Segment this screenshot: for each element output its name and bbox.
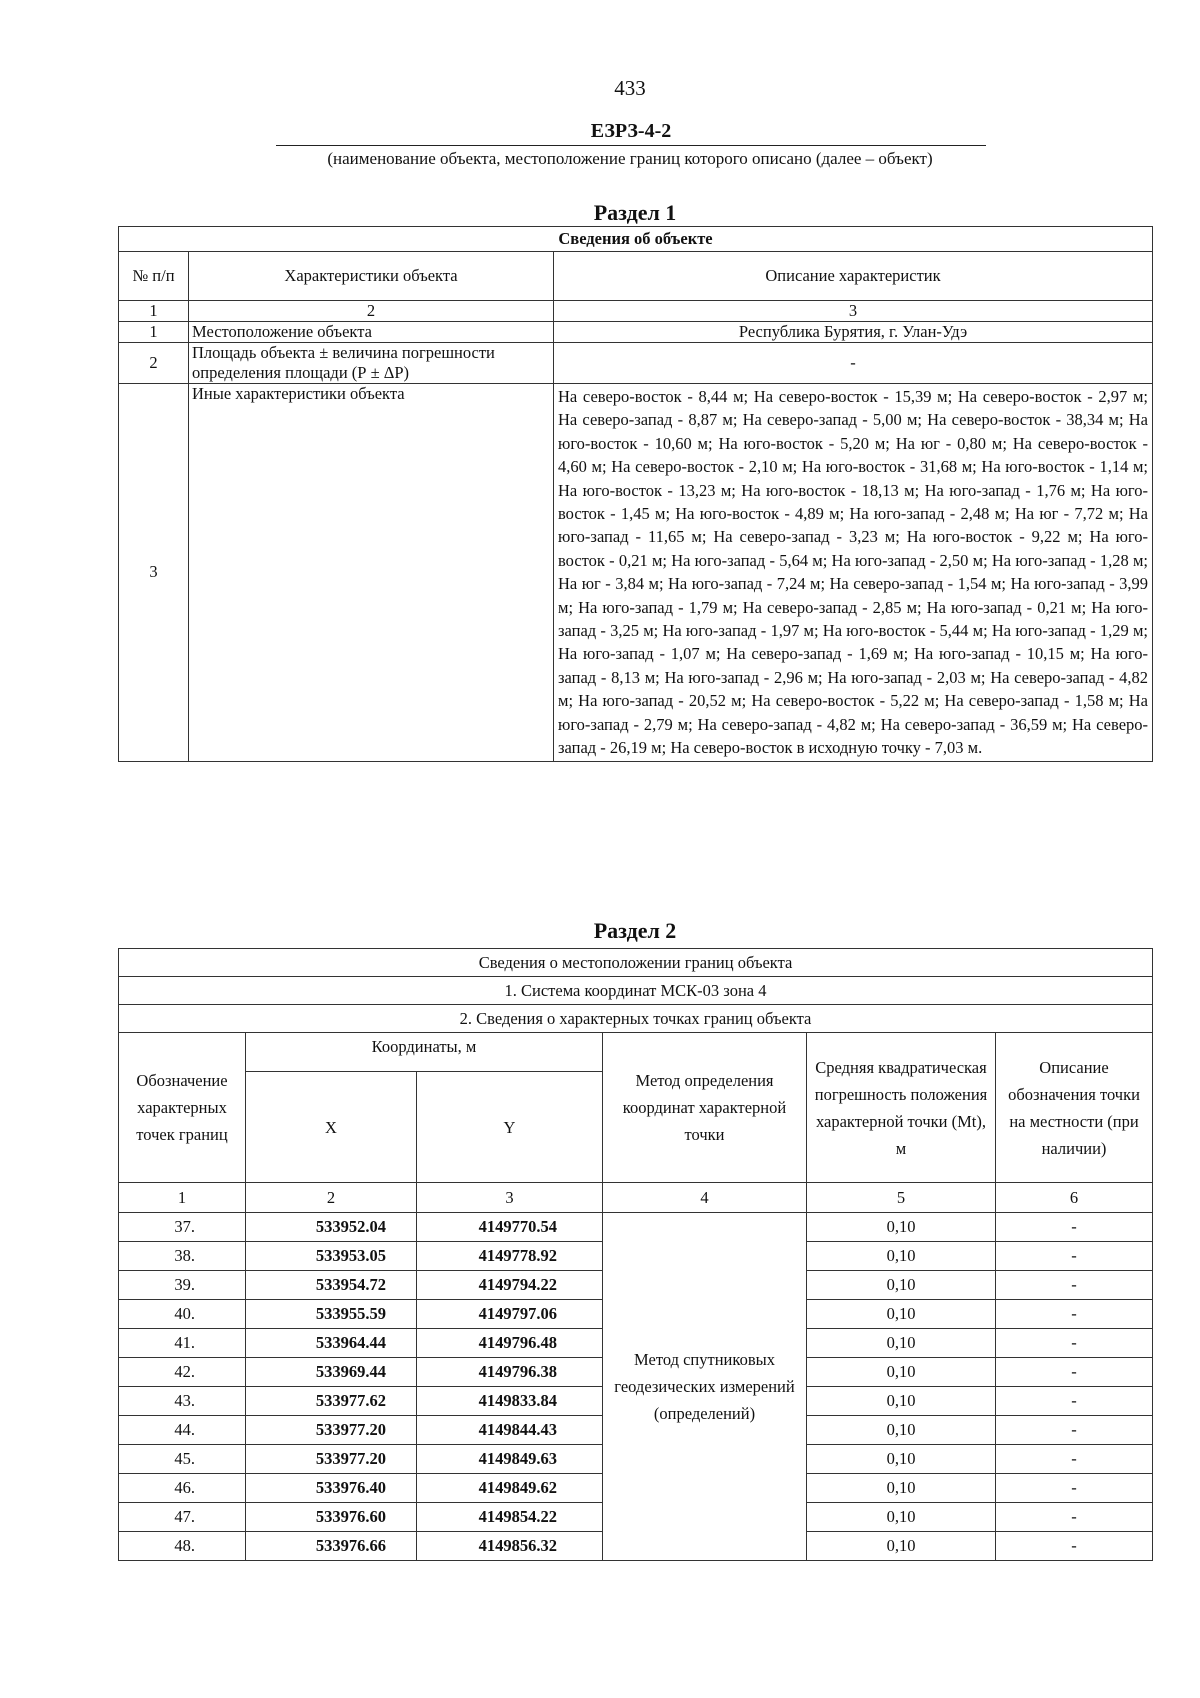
point-x: 533952.04 (246, 1213, 417, 1242)
point-x: 533964.44 (246, 1329, 417, 1358)
points-title: 2. Сведения о характерных точках границ объекта (119, 1005, 1153, 1033)
row-description: Республика Бурятия, г. Улан-Удэ (554, 322, 1153, 343)
point-x: 533977.20 (246, 1416, 417, 1445)
point-x: 533976.40 (246, 1474, 417, 1503)
point-mt: 0,10 (807, 1474, 996, 1503)
point-y: 4149856.32 (417, 1532, 603, 1561)
index-cell: 3 (554, 301, 1153, 322)
point-x: 533977.20 (246, 1445, 417, 1474)
point-desc: - (996, 1503, 1153, 1532)
point-y: 4149796.48 (417, 1329, 603, 1358)
object-name-underline (276, 145, 986, 146)
point-desc: - (996, 1387, 1153, 1416)
point-desc: - (996, 1474, 1153, 1503)
section1-title: Раздел 1 (593, 200, 677, 225)
point-id: 43. (119, 1387, 246, 1416)
point-mt: 0,10 (807, 1242, 996, 1271)
point-desc: - (996, 1329, 1153, 1358)
row-num: 1 (119, 322, 189, 343)
point-y: 4149770.54 (417, 1213, 603, 1242)
row-num: 2 (119, 343, 189, 384)
header-description: Описание характеристик (554, 252, 1153, 301)
point-mt: 0,10 (807, 1300, 996, 1329)
point-x: 533976.66 (246, 1532, 417, 1561)
point-x: 533977.62 (246, 1387, 417, 1416)
point-y: 4149794.22 (417, 1271, 603, 1300)
index-cell: 2 (189, 301, 554, 322)
point-mt: 0,10 (807, 1445, 996, 1474)
point-mt: 0,10 (807, 1387, 996, 1416)
row-characteristic: Площадь объекта ± величина погрешности определения площади (Р ± ΔР) (189, 343, 554, 384)
point-desc: - (996, 1445, 1153, 1474)
point-x: 533976.60 (246, 1503, 417, 1532)
point-y: 4149854.22 (417, 1503, 603, 1532)
index-cell: 3 (417, 1183, 603, 1213)
point-desc: - (996, 1416, 1153, 1445)
section2-title: Раздел 2 (593, 918, 677, 943)
point-desc: - (996, 1242, 1153, 1271)
page-number: 433 (614, 76, 646, 100)
point-mt: 0,10 (807, 1271, 996, 1300)
table-row (119, 1213, 1153, 1242)
boundary-points-table (118, 948, 1153, 1561)
point-x: 533954.72 (246, 1271, 417, 1300)
header-x: X (246, 1072, 417, 1183)
row-description: На северо-восток - 8,44 м; На северо-восток - 15,39 м; На северо-восток - 2,97 м; На северо-запад - 8,87 м; На северо-запад - 5,00 м; На северо-восток - 38,34 м; На юго-восток - 10,60 м; На юго-восток - 5,20 м; На юг - 0,80 м; На северо-восток - 4,60 м; На северо-восток - 2,10 м; На юго-восток - 31,68 м; На юго-восток - 1,14 м; На юго-восток - 13,23 м; На юго-восток - 18,13 м; На юго-запад - 1,76 м; На юго-восток - 1,45 м; На юго-восток - 4,89 м; На юго-запад - 2,48 м; На юг - 7,72 м; На юго-запад - 11,65 м; На северо-запад - 3,23 м; На юго-восток - 9,22 м; На юго-восток - 0,21 м; На юго-запад - 5,64 м; На юго-запад - 2,50 м; На юго-запад - 1,28 м; На юг - 3,84 м; На юго-запад - 7,24 м; На северо-запад - 1,54 м; На юго-запад - 3,99 м; На юго-запад - 1,79 м; На северо-запад - 2,85 м; На юго-запад - 0,21 м; На юго-запад - 3,25 м; На юго-запад - 1,97 м; На юго-восток - 5,44 м; На юго-запад - 1,29 м; На юго-запад - 1,07 м; На северо-запад - 1,69 м; На юго-запад - 10,15 м; На юго-запад - 8,13 м; На юго-запад - 2,96 м; На юго-запад - 2,03 м; На северо-запад - 4,82 м; На юго-запад - 20,52 м; На северо-восток - 5,22 м; На северо-запад - 1,58 м; На юго-запад - 2,79 м; На северо-запад - 4,82 м; На северо-запад - 36,59 м; На северо-запад - 26,19 м; На северо-восток в исходную точку - 7,03 м. (554, 384, 1153, 762)
point-id: 45. (119, 1445, 246, 1474)
point-y: 4149849.62 (417, 1474, 603, 1503)
object-name: ЕЗРЗ-4-2 (590, 120, 672, 142)
header-designation: Обозначение характерных точек границ (119, 1033, 246, 1183)
point-desc: - (996, 1532, 1153, 1561)
point-y: 4149797.06 (417, 1300, 603, 1329)
point-mt: 0,10 (807, 1213, 996, 1242)
point-mt: 0,10 (807, 1329, 996, 1358)
point-x: 533969.44 (246, 1358, 417, 1387)
index-cell: 2 (246, 1183, 417, 1213)
point-y: 4149844.43 (417, 1416, 603, 1445)
point-y: 4149849.63 (417, 1445, 603, 1474)
row-num: 3 (119, 384, 189, 762)
point-id: 46. (119, 1474, 246, 1503)
point-y: 4149833.84 (417, 1387, 603, 1416)
index-cell: 5 (807, 1183, 996, 1213)
object-info-table-title: Сведения об объекте (119, 227, 1153, 252)
header-method: Метод определения координат характерной точки (603, 1033, 807, 1183)
point-id: 47. (119, 1503, 246, 1532)
index-cell: 4 (603, 1183, 807, 1213)
header-coordinates: Координаты, м (246, 1033, 603, 1072)
point-desc: - (996, 1213, 1153, 1242)
point-mt: 0,10 (807, 1358, 996, 1387)
point-id: 37. (119, 1213, 246, 1242)
header-characteristic: Характеристики объекта (189, 252, 554, 301)
object-info-table (118, 226, 1153, 762)
point-desc: - (996, 1271, 1153, 1300)
coord-system: 1. Система координат МСК-03 зона 4 (119, 977, 1153, 1005)
point-id: 38. (119, 1242, 246, 1271)
object-caption: (наименование объекта, местоположение границ которого описано (далее – объект) (327, 149, 933, 168)
row-characteristic: Местоположение объекта (189, 322, 554, 343)
index-cell: 1 (119, 301, 189, 322)
point-id: 39. (119, 1271, 246, 1300)
point-id: 40. (119, 1300, 246, 1329)
row-characteristic: Иные характеристики объекта (189, 384, 554, 762)
point-x: 533953.05 (246, 1242, 417, 1271)
point-mt: 0,10 (807, 1503, 996, 1532)
header-point-description: Описание обозначения точки на местности (при наличии) (996, 1033, 1153, 1183)
point-id: 41. (119, 1329, 246, 1358)
point-mt: 0,10 (807, 1532, 996, 1561)
index-cell: 6 (996, 1183, 1153, 1213)
header-y: Y (417, 1072, 603, 1183)
point-id: 48. (119, 1532, 246, 1561)
index-cell: 1 (119, 1183, 246, 1213)
point-y: 4149778.92 (417, 1242, 603, 1271)
method-value: Метод спутниковых геодезических измерений (определений) (603, 1213, 807, 1561)
boundary-table-title: Сведения о местоположении границ объекта (119, 949, 1153, 977)
point-mt: 0,10 (807, 1416, 996, 1445)
point-desc: - (996, 1358, 1153, 1387)
row-description: - (554, 343, 1153, 384)
point-id: 44. (119, 1416, 246, 1445)
point-desc: - (996, 1300, 1153, 1329)
header-error: Средняя квадратическая погрешность положения характерной точки (Mt), м (807, 1033, 996, 1183)
point-id: 42. (119, 1358, 246, 1387)
header-num: № п/п (119, 252, 189, 301)
point-y: 4149796.38 (417, 1358, 603, 1387)
point-x: 533955.59 (246, 1300, 417, 1329)
